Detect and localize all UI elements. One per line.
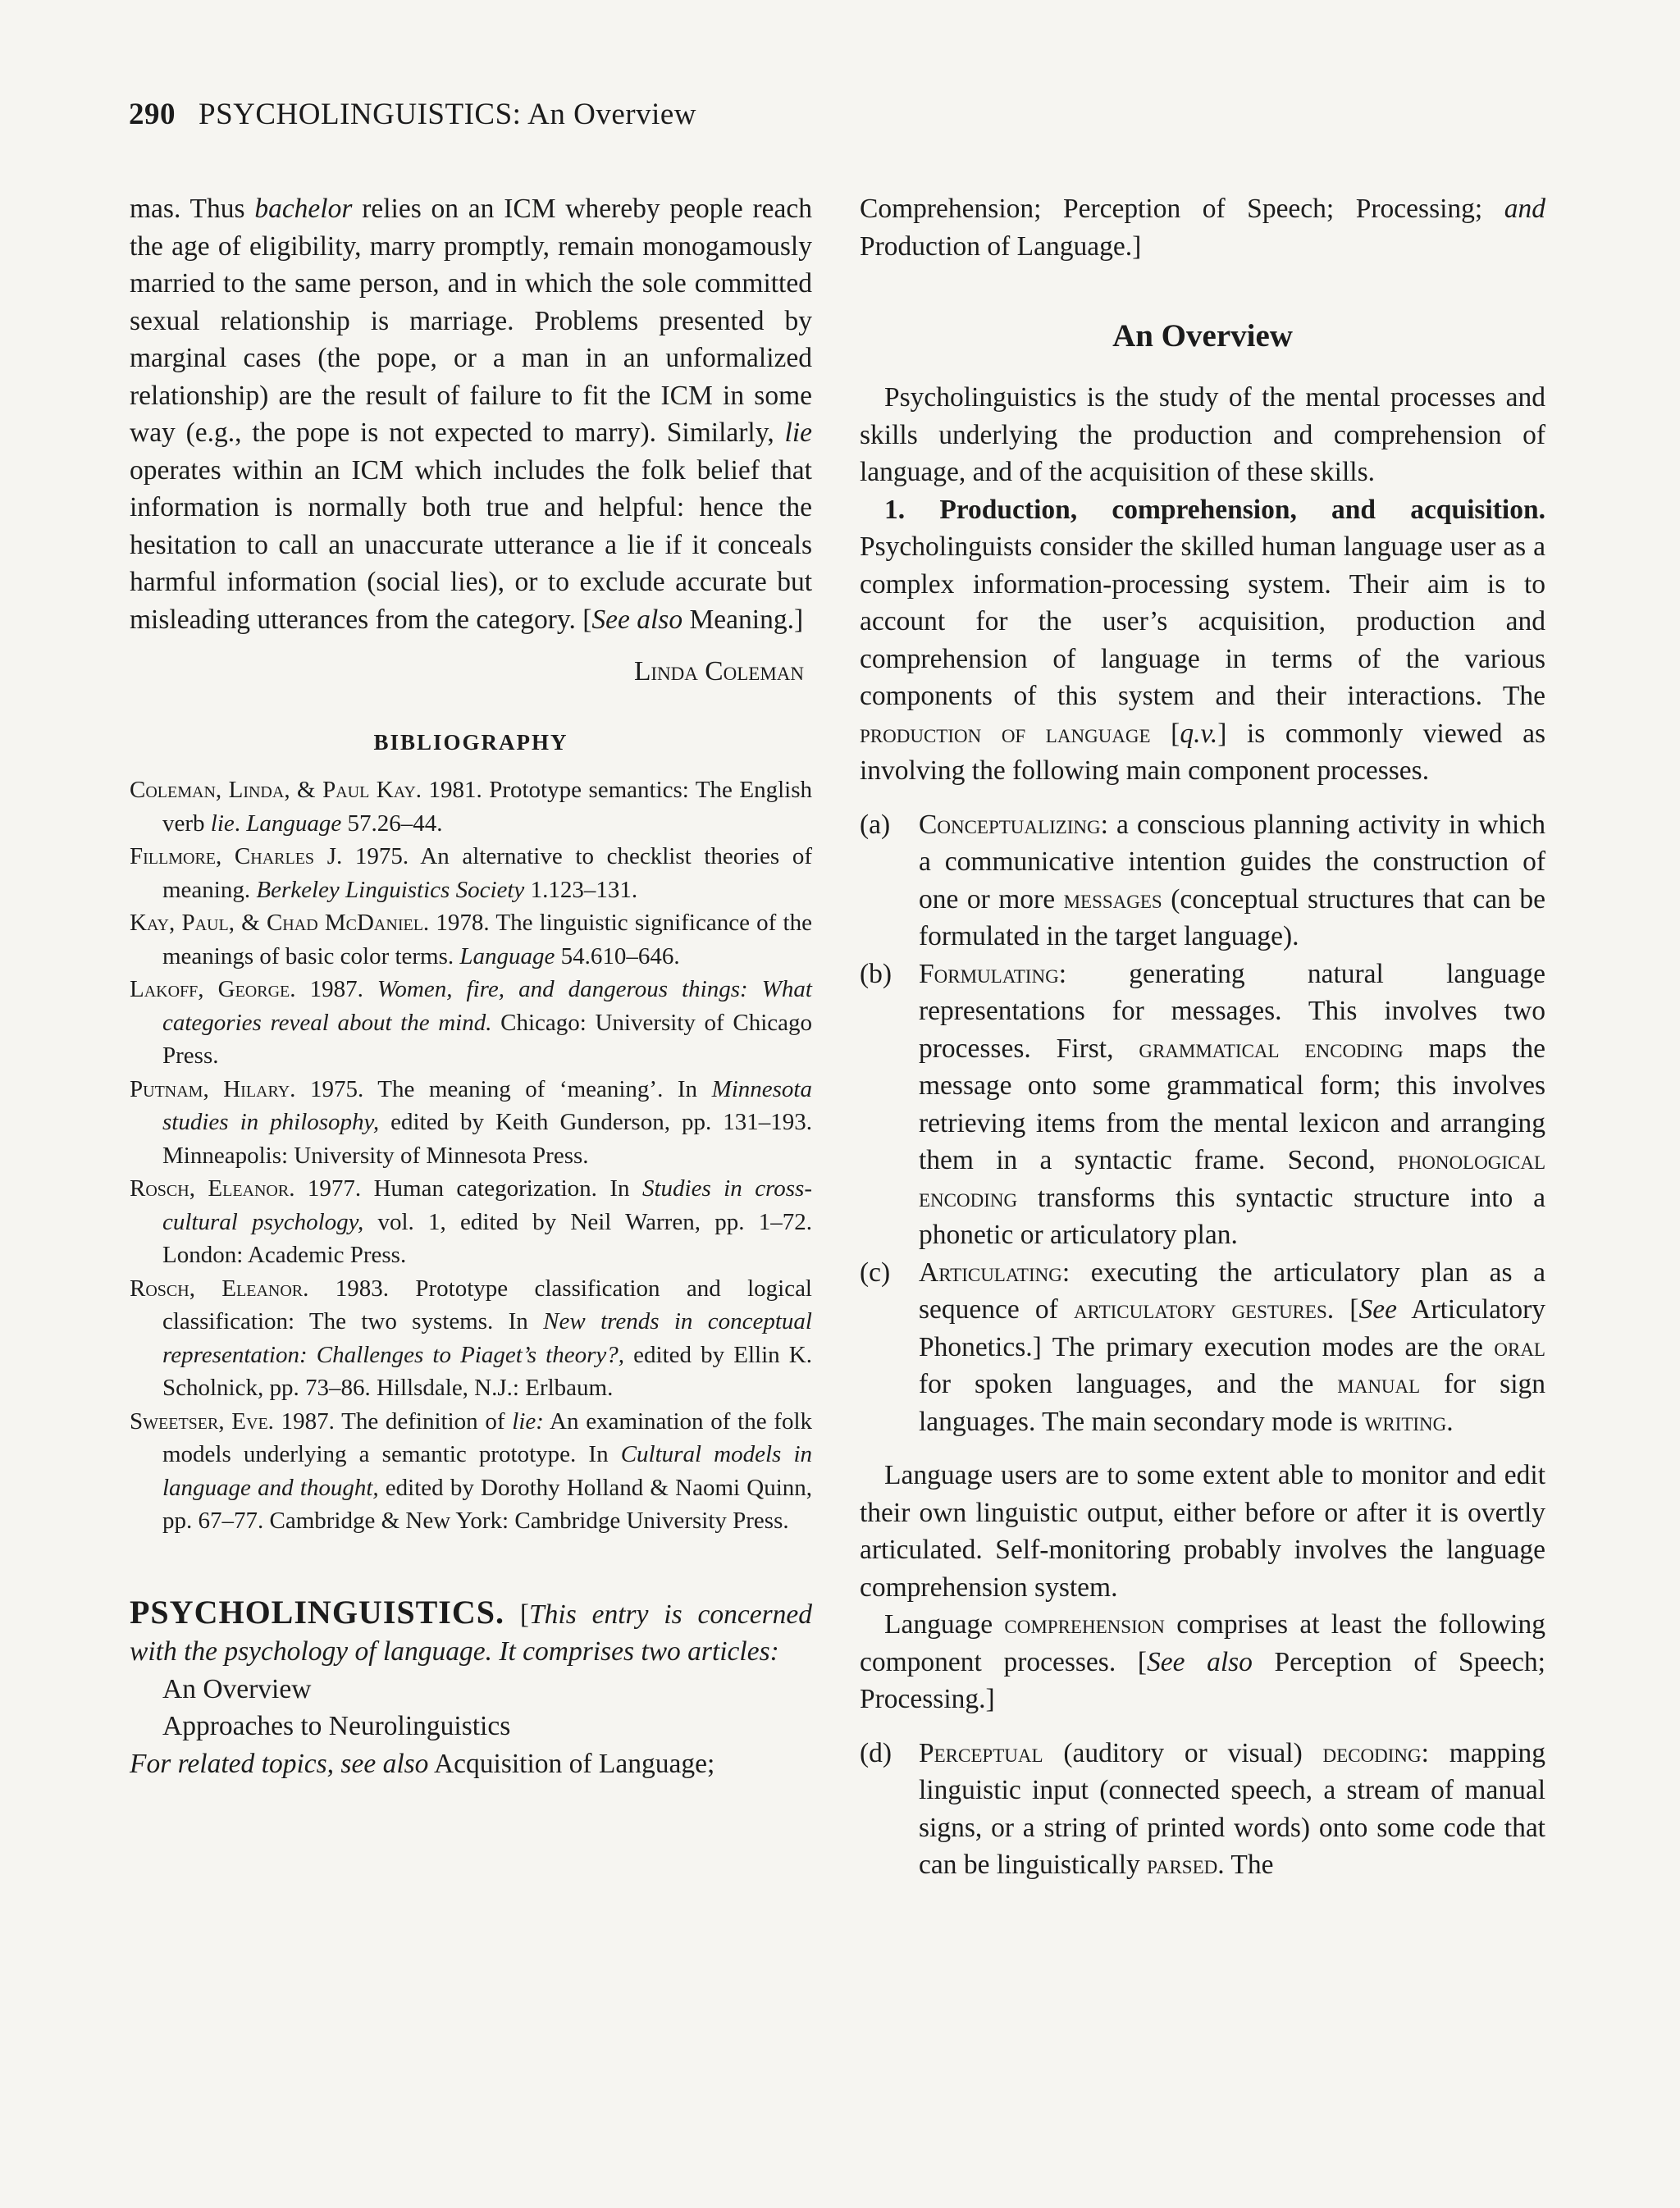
author-signature: Linda Coleman	[633, 656, 804, 687]
process-item: (c) Articulating: executing the articulatory plan as a sequence of articulatory gestures. [See Articulatory Phonetics.] The primary execution modes are the oral for spoken languages, and the manual for sign languages. The main secondary mode is writing.	[860, 1257, 1545, 1437]
page-number: 290	[129, 98, 176, 131]
entry-article-list	[130, 1671, 812, 1745]
body-paragraph: 1. Production, comprehension, and acquisition. Psycholinguists consider the skilled human language user as a complex information-processing system. Their aim is to account for the user’s acquisition, production and comprehension of language in terms of the various components of this system and their interactions. The production of language [q.v.] is commonly viewed as involving the following main component processes.	[860, 494, 1546, 786]
bibliography-entry: Putnam, Hilary. 1975. The meaning of ‘meaning’. In Minnesota studies in philosophy, edited by Keith Gunderson, pp. 131–193. Minneapolis: University of Minnesota Press.	[130, 1075, 812, 1169]
process-list	[860, 806, 1545, 1441]
process-item: (a) Conceptualizing: a conscious planning activity in which a communicative intention guides the construction of one or more messages (conceptual structures that can be formulated in the target language).	[860, 809, 1545, 951]
right-column	[860, 190, 1545, 1900]
bibliography-entry: Kay, Paul, & Chad McDaniel. 1978. The linguistic significance of the meanings of basic color terms. Language 54.610–646.	[130, 910, 812, 969]
related-topics-continuation: Comprehension; Perception of Speech; Processing; and Production of Language.]	[860, 194, 1545, 262]
paragraph-continuation: mas. Thus bachelor relies on an ICM whereby people reach the age of eligibility, marry promptly, remain monogamously married to the same person, and in which the sole committed sexual relationship is marriage. Problems presented by marginal cases (the pope, or a man in an unformalized relationship) are the result of failure to fit the ICM in some way (e.g., the pope is not expected to marry). Similarly, lie operates within an ICM which includes the folk belief that information is normally both true and helpful: hence the hesitation to call an unaccurate utterance a lie if it conceals harmful information (social lies), or to exclude accurate but misleading utterances from the category. [See also Meaning.]	[130, 194, 812, 635]
bibliography-heading: BIBLIOGRAPHY	[373, 730, 568, 755]
intro-paragraph: Psycholinguistics is the study of the mental processes and skills underlying the production and comprehension of language, and of the acquisition of these skills.	[860, 382, 1545, 487]
entry-headword: PSYCHOLINGUISTICS.	[130, 1593, 505, 1631]
entry-article-item: An Overview	[162, 1673, 312, 1704]
bibliography-entry: Rosch, Eleanor. 1983. Prototype classification and logical classification: The two systems. In New trends in conceptual representation: Challenges to Piaget’s theory?, edited by Ellin K. Scholnick, pp. 73–86. Hillsdale, N.J.: Erlbaum.	[130, 1275, 812, 1401]
bibliography-entry: Fillmore, Charles J. 1975. An alternative to checklist theories of meaning. Berkeley Linguistics Society 1.123–131.	[130, 843, 812, 903]
bibliography-entry: Lakoff, George. 1987. Women, fire, and dangerous things: What categories reveal about the mind. Chicago: University of Chicago Press.	[130, 976, 812, 1069]
body-paragraph: Language comprehension comprises at least the following component processes. [See also Perception of Speech; Processing.]	[860, 1609, 1545, 1714]
process-item: (d) Perceptual (auditory or visual) decoding: mapping linguistic input (connected speech, a stream of manual signs, or a string of printed words) onto some code that can be linguistically parsed. The	[860, 1737, 1545, 1880]
entry-intro: This entry is concerned with the psychology of language. It comprises two articles:	[130, 1599, 812, 1667]
entry-related-topics: For related topics, see also Acquisition of Language;	[130, 1748, 715, 1779]
subsection-heading: 1. Production, comprehension, and acquisition.	[884, 494, 1545, 525]
bibliography-entry: Coleman, Linda, & Paul Kay. 1981. Prototype semantics: The English verb lie. Language 57.26–44.	[130, 777, 812, 837]
section-title: An Overview	[1112, 318, 1293, 354]
process-item: (b) Formulating: generating natural language representations for messages. This involves two processes. First, grammatical encoding maps the message onto some grammatical form; this involves retrieving items from the mental lexicon and arranging them in a syntactic frame. Second, phonological encoding transforms this syntactic structure into a phonetic or articulatory plan.	[860, 958, 1545, 1250]
body-paragraph: Language users are to some extent able to monitor and edit their own linguistic output, either before or after it is overtly articulated. Self-monitoring probably involves the language comprehension system.	[860, 1460, 1545, 1603]
left-column	[130, 190, 812, 1782]
bibliography-list	[130, 773, 812, 1538]
entry-headword-line: PSYCHOLINGUISTICS. [This entry is concerned with the psychology of language. It comprises two articles:	[130, 1593, 812, 1667]
entry-block	[130, 1594, 812, 1783]
bibliography-entry: Sweetser, Eve. 1987. The definition of lie: An examination of the folk models underlying a semantic prototype. In Cultural models in language and thought, edited by Dorothy Holland & Naomi Quinn, pp. 67–77. Cambridge & New York: Cambridge University Press.	[130, 1407, 812, 1534]
running-title: PSYCHOLINGUISTICS: An Overview	[199, 98, 696, 131]
bibliography-entry: Rosch, Eleanor. 1977. Human categorization. In Studies in cross-cultural psychology, vol. 1, edited by Neil Warren, pp. 1–72. London: Academic Press.	[130, 1175, 812, 1268]
running-head	[129, 97, 696, 132]
process-list	[860, 1735, 1545, 1884]
entry-article-item: Approaches to Neurolinguistics	[162, 1711, 511, 1741]
